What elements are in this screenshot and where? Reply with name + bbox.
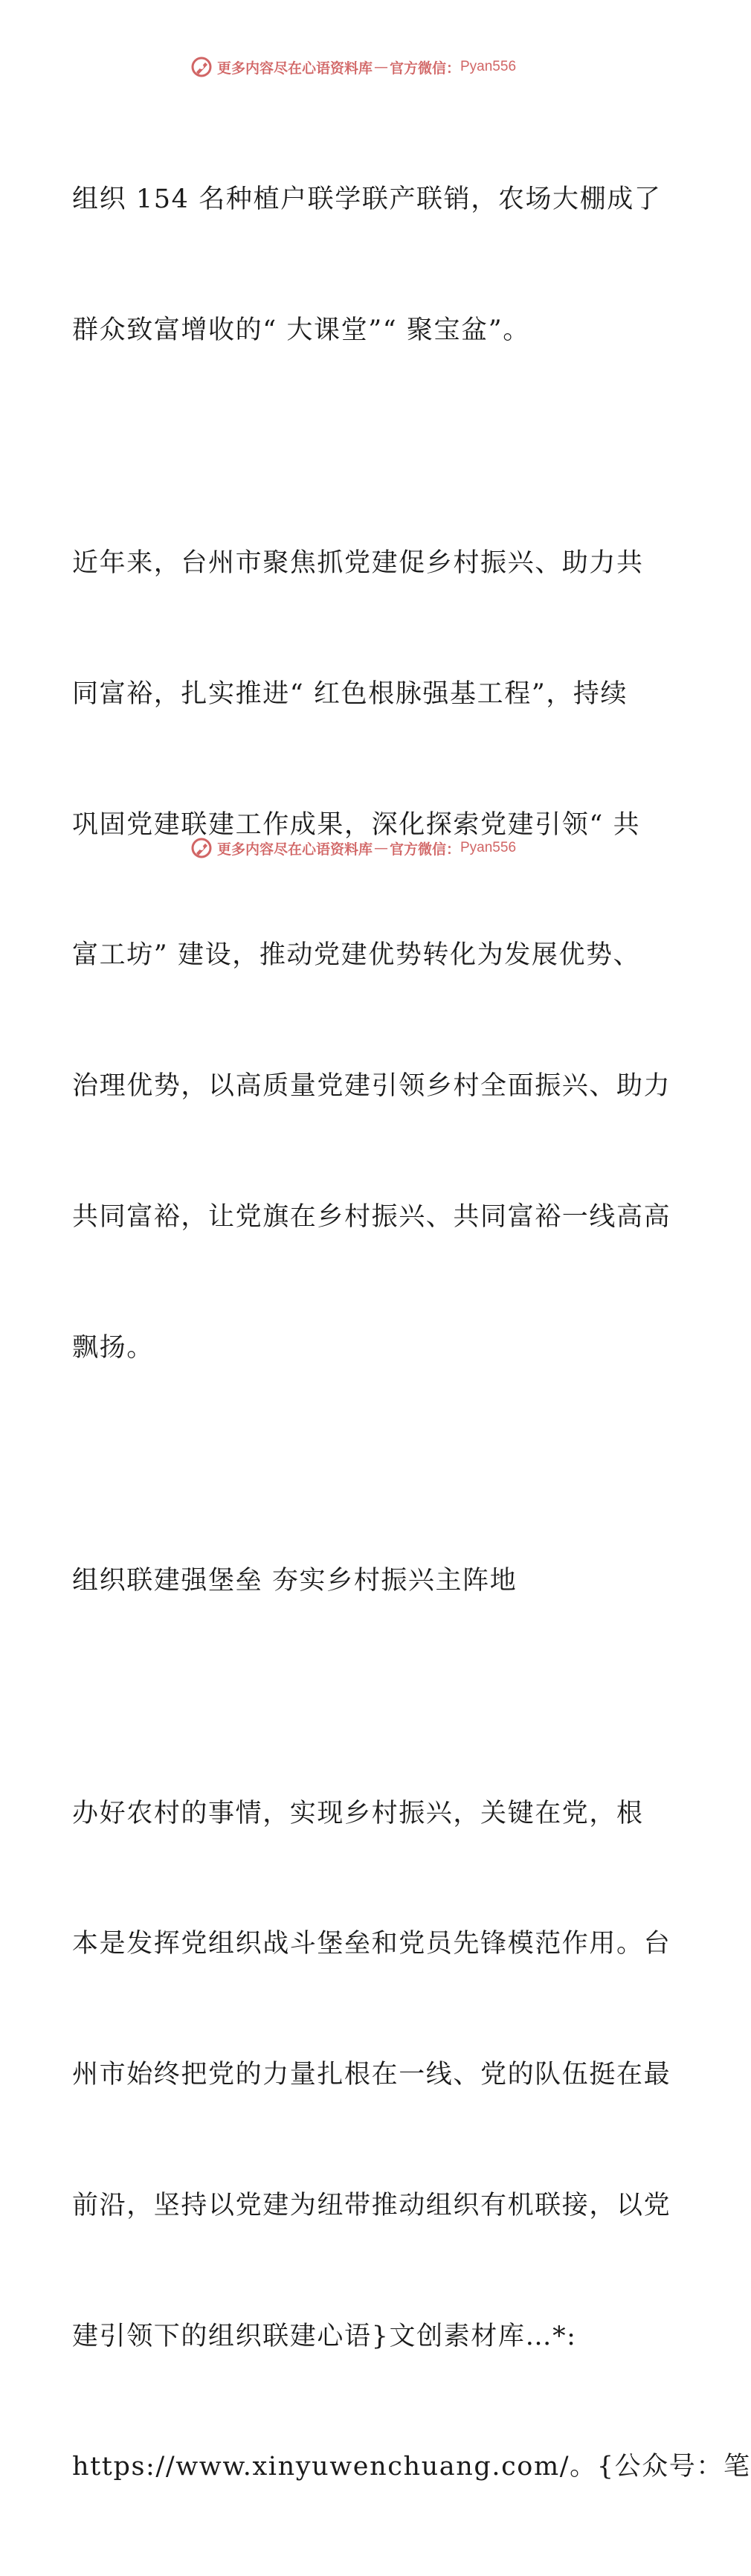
document-body bbox=[72, 91, 751, 2576]
watermark-official-label: 官方微信： bbox=[389, 60, 460, 77]
text-line: 组织 154 名种植户联学联产联销，农场大棚成了 bbox=[72, 184, 662, 215]
text-line: 州市始终把党的力量扎根在一线、党的队伍挺在最 bbox=[72, 2060, 671, 2090]
text-line: 近年来，台州市聚焦抓党建促乡村振兴、助力共 bbox=[72, 547, 644, 578]
seal-pen-icon bbox=[190, 837, 213, 859]
text-line: 共同富裕，让党旗在乡村振兴、共同富裕一线高高 bbox=[72, 1201, 671, 1232]
text-line: 办好农村的事情，实现乡村振兴，关键在党，根 bbox=[72, 1798, 644, 1828]
watermark-id: Pyan556 bbox=[460, 840, 517, 855]
watermark-main-text: 更多内容尽在心语资料库 bbox=[216, 841, 373, 858]
text-line: 前沿，坚持以党建为纽带推动组织有机联接，以党 bbox=[72, 2190, 671, 2220]
watermark-footer bbox=[0, 833, 706, 863]
paragraph-2 bbox=[72, 455, 671, 1457]
section-heading bbox=[72, 1471, 637, 1689]
text-line: 飘扬。 bbox=[72, 1332, 154, 1363]
text-line: https://www.xinyuwenchuang.com/。{公众号：笔 bbox=[72, 2452, 751, 2482]
watermark-dash: — bbox=[373, 840, 388, 856]
watermark-official-label: 官方微信： bbox=[389, 841, 460, 858]
watermark-id: Pyan556 bbox=[460, 59, 517, 74]
heading-line: 组织联建强堡垒 夯实乡村振兴主阵地 bbox=[72, 1565, 518, 1596]
text-line: 同富裕，扎实推进“ 红色根脉强基工程”，持续 bbox=[72, 678, 628, 709]
watermark-main-text: 更多内容尽在心语资料库 bbox=[216, 60, 373, 77]
watermark-header bbox=[0, 52, 706, 82]
seal-pen-icon bbox=[190, 56, 213, 78]
text-line: 建引领下的组织联建心语}文创素材库…*: bbox=[72, 2321, 577, 2351]
paragraph-1 bbox=[72, 91, 662, 440]
text-line: 本是发挥党组织战斗堡垒和党员先锋模范作用。台 bbox=[72, 1929, 671, 1959]
paragraph-4 bbox=[72, 1704, 751, 2576]
text-line: 巩固党建联建工作成果，深化探索党建引领“ 共 bbox=[72, 809, 641, 840]
text-line: 群众致富增收的“ 大课堂”“ 聚宝盆”。 bbox=[72, 315, 530, 345]
text-line: 富工坊” 建设，推动党建优势转化为发展优势、 bbox=[72, 940, 641, 971]
watermark-dash: — bbox=[373, 59, 388, 75]
text-line: 治理优势，以高质量党建引领乡村全面振兴、助力 bbox=[72, 1071, 671, 1102]
